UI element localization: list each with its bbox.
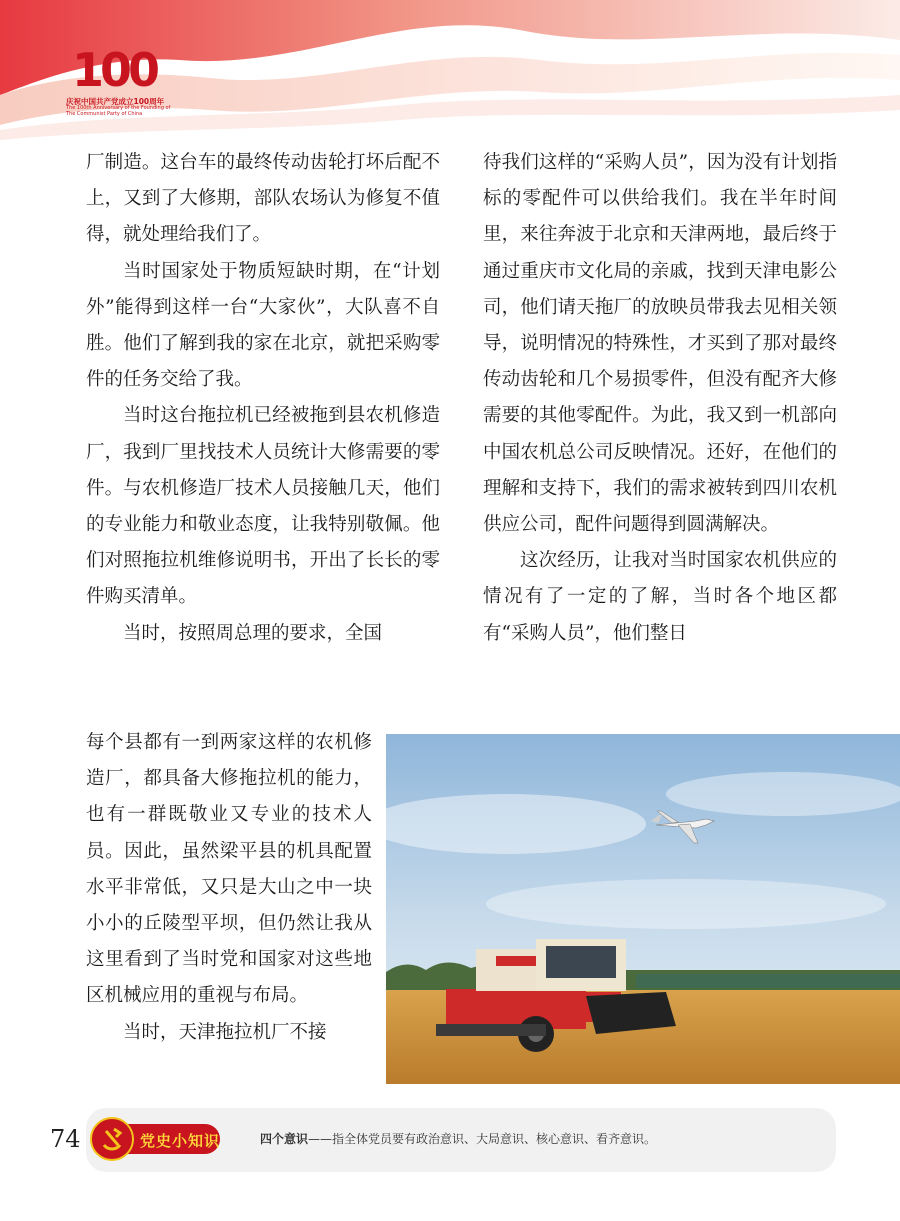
article-left-column-top [86, 145, 440, 652]
paragraph: 当时这台拖拉机已经被拖到县农机修造厂，我到厂里找技术人员统计大修需要的零件。与农机修造厂技术人员接触几天，他们的专业能力和敬业态度，让我特别敬佩。他们对照拖拉机维修说明书，开出了长长的零件购买清单。 [86, 405, 440, 608]
paragraph: 待我们这样的“采购人员”，因为没有计划指标的零配件可以供给我们。我在半年时间里，来往奔波于北京和天津两地，最后终于通过重庆市文化局的亲戚，找到天津电影公司，他们请天拖厂的放映员带我去见相关领导，说明情况的特殊性，才买到了那对最终传动齿轮和几个易损零件，但没有配齐大修需要的其他零配件。为此，我又到一机部向中国农机总公司反映情况。还好，在他们的理解和支持下，我们的需求被转到四川农机供应公司，配件问题得到圆满解决。 [483, 152, 837, 536]
paragraph: 每个县都有一到两家这样的农机修造厂，都具备大修拖拉机的能力，也有一群既敬业又专业的技术人员。因此，虽然梁平县的机具配置水平非常低，又只是大山之中一块小小的丘陵型平坝，但仍然让我从这里看到了当时党和国家对这些地区机械应用的重视与布局。 [86, 732, 372, 1007]
logo-caption-en-2: The Communist Party of China [66, 111, 143, 117]
article-left-column-bottom [86, 725, 372, 1051]
page-number: 74 [50, 1125, 81, 1153]
paragraph: 这次经历，让我对当时国家农机供应的情况有了一定的了解，当时各个地区都有“采购人员”，他们整日 [483, 550, 837, 644]
party-emblem-icon [90, 1117, 134, 1161]
harvester-airplane-photo [386, 734, 900, 1084]
badge-label: 党史小知识 [140, 1132, 221, 1150]
knowledge-title: 四个意识 [260, 1132, 309, 1146]
centenary-logo [64, 44, 174, 116]
knowledge-text [260, 1130, 656, 1147]
logo-number: 100 [72, 43, 157, 97]
paragraph: 当时，天津拖拉机厂不接 [123, 1021, 327, 1043]
knowledge-body: ——指全体党员要有政治意识、大局意识、核心意识、看齐意识。 [308, 1132, 657, 1146]
paragraph: 厂制造。这台车的最终传动齿轮打坏后配不上，又到了大修期，部队农场认为修复不值得，就处理给我们了。 [86, 152, 440, 246]
paragraph: 当时国家处于物质短缺时期，在“计划外”能得到这样一台“大家伙”，大队喜不自胜。他们了解到我的家在北京，就把采购零件的任务交给了我。 [86, 260, 440, 391]
logo-caption-cn: 庆祝中国共产党成立100周年 [66, 97, 165, 106]
party-knowledge-badge [90, 1117, 220, 1161]
article-right-column [483, 145, 837, 652]
paragraph: 当时，按照周总理的要求，全国 [123, 622, 383, 644]
logo-caption-en-1: The 100th Anniversary of the Founding of [66, 105, 171, 111]
